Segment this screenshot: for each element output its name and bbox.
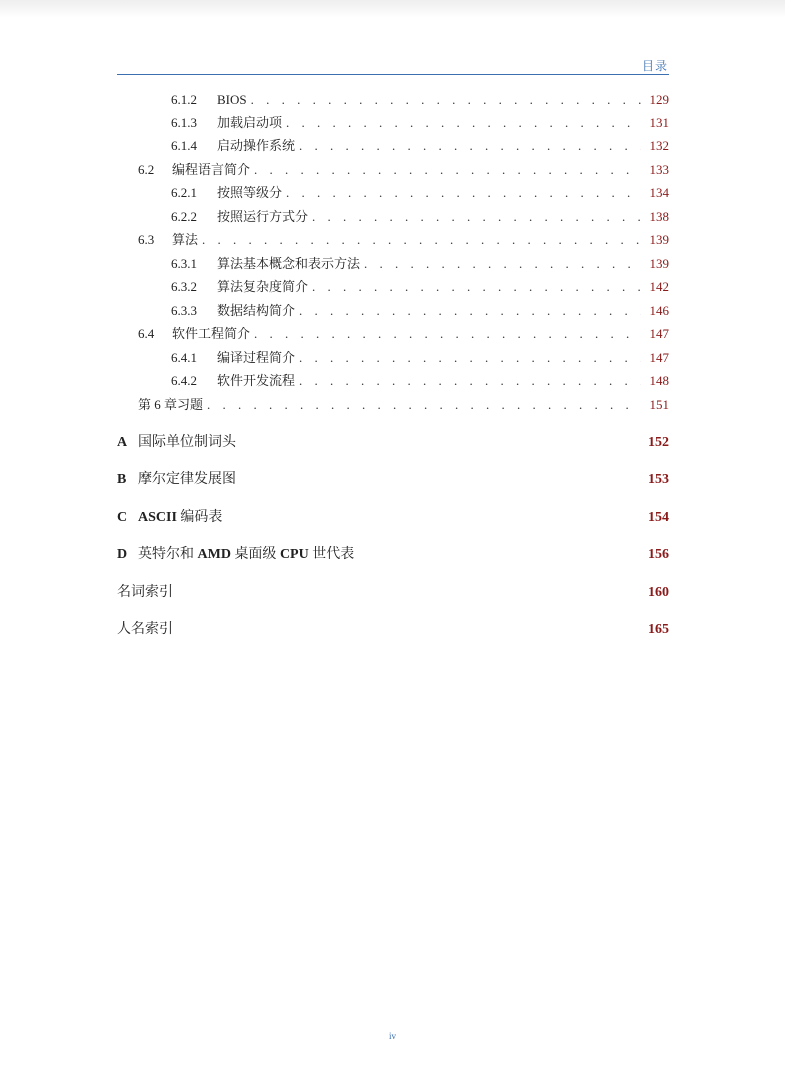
section-title: 按照等级分 [217, 185, 283, 200]
appendix-title [138, 507, 648, 529]
dot-leader [312, 277, 641, 297]
page-number[interactable]: 139 [649, 256, 669, 271]
section-title: 加载启动项 [217, 115, 283, 130]
appendix-letter: D [117, 547, 128, 562]
appendix-title: 国际单位制词头 [138, 435, 236, 450]
toc-entry-6-1-2[interactable] [117, 90, 669, 110]
section-title: 编译过程简介 [217, 350, 296, 365]
dot-leader [207, 395, 641, 415]
page-number[interactable]: 156 [648, 547, 669, 562]
appendix-title: 摩尔定律发展图 [138, 472, 236, 487]
page-number[interactable]: 132 [649, 138, 669, 153]
toc-entry-6-3-1[interactable] [117, 254, 669, 274]
page-number[interactable]: 133 [649, 162, 669, 177]
section-title: 数据结构简介 [217, 303, 296, 318]
page-number[interactable]: 131 [649, 115, 669, 130]
section-title: 编程语言简介 [172, 162, 251, 177]
dot-leader [286, 113, 641, 133]
section-title: 启动操作系统 [217, 138, 296, 153]
page-number[interactable]: 142 [649, 279, 669, 294]
section-number: 6.3.3 [171, 303, 197, 318]
page-number[interactable]: 148 [649, 373, 669, 388]
appendix-title-bold: ASCII [138, 510, 177, 525]
toc-entry-exercises[interactable] [117, 395, 669, 415]
section-number: 6.3 [138, 232, 155, 247]
section-number: 6.2.2 [171, 209, 197, 224]
toc-entry-6-3[interactable] [117, 230, 669, 250]
toc-entry-6-2-2[interactable] [117, 207, 669, 227]
toc-entry-6-4[interactable] [117, 324, 669, 344]
section-title: 算法基本概念和表示方法 [217, 256, 361, 271]
page-number[interactable]: 129 [649, 92, 669, 107]
appendix-title-part-bold: CPU [279, 547, 309, 562]
section-number: 6.3.1 [171, 256, 197, 271]
index-terms[interactable] [117, 582, 669, 604]
appendix-title-part: 世代表 [308, 547, 355, 562]
appendix-title [138, 544, 648, 566]
appendix-title-part: 桌面级 [230, 547, 280, 562]
page-number[interactable]: 153 [648, 472, 669, 487]
section-number: 6.2 [138, 162, 155, 177]
appendix-title-rest: 编码表 [176, 510, 223, 525]
appendix-d[interactable] [117, 544, 669, 566]
dot-leader [251, 90, 641, 110]
page-number[interactable]: 146 [649, 303, 669, 318]
dot-leader [312, 207, 641, 227]
toc-entry-6-2-1[interactable] [117, 183, 669, 203]
section-number: 6.4.1 [171, 350, 197, 365]
page-number[interactable]: 154 [648, 510, 669, 525]
dot-leader [299, 301, 641, 321]
toc-entry-6-1-3[interactable] [117, 113, 669, 133]
page-number[interactable]: 138 [649, 209, 669, 224]
appendix-a[interactable] [117, 432, 669, 454]
toc-entry-6-3-2[interactable] [117, 277, 669, 297]
appendix-c[interactable] [117, 507, 669, 529]
section-title: BIOS [217, 92, 247, 107]
section-title: 算法 [172, 232, 199, 247]
index-names[interactable] [117, 619, 669, 641]
section-title: 按照运行方式分 [217, 209, 309, 224]
dot-leader [299, 136, 641, 156]
page-number[interactable]: 151 [649, 397, 669, 412]
appendix-letter: C [117, 510, 128, 525]
section-title: 算法复杂度简介 [217, 279, 309, 294]
page-number[interactable]: 139 [649, 232, 669, 247]
header-rule [117, 74, 669, 75]
section-number: 6.3.2 [171, 279, 197, 294]
section-number: 6.1.3 [171, 115, 197, 130]
dot-leader [202, 230, 641, 250]
page-number[interactable]: 165 [648, 622, 669, 637]
appendix-letter: A [117, 435, 128, 450]
appendix-title-part: 英特尔和 [138, 547, 198, 562]
page-folio: iv [388, 1031, 396, 1041]
toc-entry-6-4-2[interactable] [117, 371, 669, 391]
dot-leader [286, 183, 641, 203]
page-number[interactable]: 134 [649, 185, 669, 200]
appendix-letter: B [117, 472, 127, 487]
dot-leader [254, 324, 641, 344]
toc-entry-6-4-1[interactable] [117, 348, 669, 368]
toc-entry-6-2[interactable] [117, 160, 669, 180]
toc-entry-6-3-3[interactable] [117, 301, 669, 321]
toc-entry-6-1-4[interactable] [117, 136, 669, 156]
running-head: 目录 [641, 59, 668, 73]
section-number: 6.1.4 [171, 138, 197, 153]
appendix-b[interactable] [117, 469, 669, 491]
section-title: 软件工程简介 [172, 326, 251, 341]
section-number: 6.1.2 [171, 92, 197, 107]
viewer-top-shadow [0, 0, 785, 18]
section-title: 第 6 章习题 [138, 397, 204, 412]
page-number[interactable]: 152 [648, 435, 669, 450]
page-number[interactable]: 147 [649, 350, 669, 365]
page-number[interactable]: 147 [649, 326, 669, 341]
dot-leader [364, 254, 641, 274]
section-number: 6.4 [138, 326, 155, 341]
appendix-title-part-bold: AMD [197, 547, 231, 562]
dot-leader [299, 348, 641, 368]
section-title: 软件开发流程 [217, 373, 296, 388]
index-title: 人名索引 [117, 622, 173, 637]
section-number: 6.4.2 [171, 373, 197, 388]
section-number: 6.2.1 [171, 185, 197, 200]
dot-leader [254, 160, 641, 180]
page-number[interactable]: 160 [648, 585, 669, 600]
dot-leader [299, 371, 641, 391]
index-title: 名词索引 [117, 585, 173, 600]
